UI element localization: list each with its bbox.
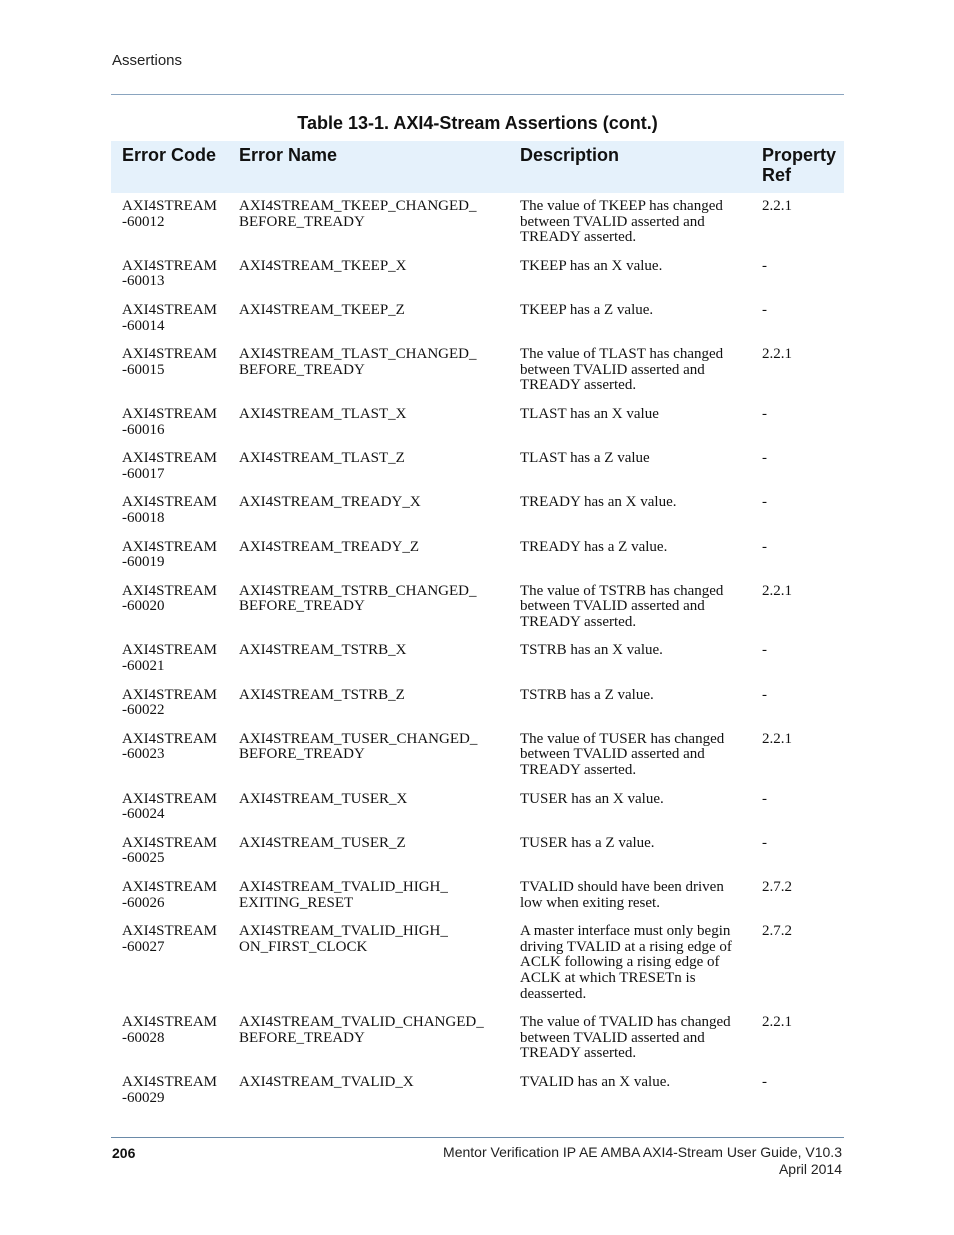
- error-name-cell: AXI4STREAM_TVALID_HIGH_ ON_FIRST_CLOCK: [239, 923, 448, 955]
- error-code-cell: AXI4STREAM -60026: [122, 879, 218, 911]
- footer-doc-info: [443, 1144, 842, 1178]
- description-cell: TLAST has an X value: [520, 405, 659, 422]
- property-ref-cell: -: [762, 494, 767, 511]
- table-row: [111, 489, 844, 533]
- description-cell: TSTRB has a Z value.: [520, 686, 654, 703]
- description-cell: TVALID has an X value.: [520, 1073, 671, 1090]
- description-cell: The value of TVALID has changed between TVALID asserted and TREADY asserted.: [520, 1014, 731, 1062]
- property-ref-cell: 2.2.1: [762, 198, 792, 214]
- table-caption: Table 13-1. AXI4-Stream Assertions (cont.): [297, 113, 658, 133]
- error-name-cell: AXI4STREAM_TLAST_X: [239, 405, 407, 422]
- description-cell: TVALID should have been driven low when exiting reset.: [520, 879, 724, 911]
- property-ref-cell: -: [762, 1073, 767, 1090]
- description-cell: The value of TLAST has changed between TVALID asserted and TREADY asserted.: [520, 346, 724, 394]
- error-code-cell: AXI4STREAM -60023: [122, 730, 218, 763]
- description-cell: TREADY has an X value.: [520, 494, 677, 511]
- property-ref-cell: -: [762, 450, 767, 467]
- error-code-cell: AXI4STREAM -60012: [122, 198, 218, 230]
- column-header-error-name: Error Name: [228, 141, 509, 193]
- error-code-cell: AXI4STREAM -60017: [122, 450, 218, 482]
- error-name-cell: AXI4STREAM_TLAST_CHANGED_ BEFORE_TREADY: [239, 346, 477, 378]
- table-row: [111, 445, 844, 489]
- error-name-cell: AXI4STREAM_TVALID_CHANGED_ BEFORE_TREADY: [239, 1014, 484, 1046]
- error-code-cell: AXI4STREAM -60014: [122, 301, 218, 334]
- description-cell: TKEEP has a Z value.: [520, 301, 654, 318]
- table-header-row: [111, 141, 844, 193]
- error-code-cell: AXI4STREAM -60028: [122, 1014, 218, 1046]
- property-ref-cell: -: [762, 642, 767, 659]
- property-ref-cell: 2.2.1: [762, 730, 792, 747]
- description-cell: A master interface must only begin driving TVALID at a rising edge of ACLK following a rising edge of ACLK at which TRESETn is deasserted.: [520, 923, 732, 1002]
- property-ref-cell: -: [762, 301, 767, 318]
- table-row: [111, 193, 844, 253]
- description-cell: The value of TUSER has changed between TVALID asserted and TREADY asserted.: [520, 730, 725, 779]
- error-name-cell: AXI4STREAM_TVALID_X: [239, 1073, 414, 1090]
- table-row: [111, 401, 844, 445]
- table-row: [111, 578, 844, 638]
- description-cell: TSTRB has an X value.: [520, 642, 663, 659]
- table-row: [111, 682, 844, 726]
- property-ref-cell: 2.7.2: [762, 923, 792, 940]
- table-row: [111, 726, 844, 786]
- error-name-cell: AXI4STREAM_TSTRB_Z: [239, 686, 405, 703]
- error-name-cell: AXI4STREAM_TKEEP_Z: [239, 301, 405, 318]
- error-code-cell: AXI4STREAM -60019: [122, 538, 218, 571]
- error-code-cell: AXI4STREAM -60024: [122, 790, 218, 823]
- property-ref-cell: 2.2.1: [762, 1014, 792, 1031]
- table-row: [111, 874, 844, 918]
- property-ref-cell: -: [762, 538, 767, 555]
- column-header-description: Description: [509, 141, 751, 193]
- table-row: [111, 830, 844, 874]
- error-code-cell: AXI4STREAM -60015: [122, 346, 218, 378]
- property-ref-cell: -: [762, 257, 767, 274]
- property-ref-cell: -: [762, 405, 767, 422]
- running-header: Assertions: [112, 52, 183, 69]
- table-row: [111, 534, 844, 578]
- error-name-cell: AXI4STREAM_TSTRB_X: [239, 642, 407, 659]
- table-row: [111, 341, 844, 401]
- page-number: 206: [112, 1145, 136, 1161]
- property-ref-cell: 2.2.1: [762, 582, 792, 599]
- error-code-cell: AXI4STREAM -60016: [122, 405, 218, 438]
- error-name-cell: AXI4STREAM_TSTRB_CHANGED_ BEFORE_TREADY: [239, 582, 477, 615]
- property-ref-cell: 2.2.1: [762, 346, 792, 363]
- description-cell: TREADY has a Z value.: [520, 538, 668, 555]
- column-header-property-ref: Property Ref: [751, 141, 844, 193]
- error-name-cell: AXI4STREAM_TUSER_Z: [239, 834, 406, 851]
- error-code-cell: AXI4STREAM -60029: [122, 1073, 218, 1106]
- description-cell: TUSER has an X value.: [520, 790, 664, 807]
- property-ref-cell: -: [762, 834, 767, 851]
- error-code-cell: AXI4STREAM -60013: [122, 257, 218, 290]
- table-row: [111, 1069, 844, 1113]
- error-code-cell: AXI4STREAM -60020: [122, 582, 218, 615]
- property-ref-cell: -: [762, 790, 767, 807]
- footer-date: April 2014: [778, 1161, 842, 1177]
- error-name-cell: AXI4STREAM_TLAST_Z: [239, 450, 405, 467]
- description-cell: TUSER has a Z value.: [520, 834, 655, 851]
- property-ref-cell: -: [762, 686, 767, 703]
- description-cell: The value of TKEEP has changed between TVALID asserted and TREADY asserted.: [520, 198, 723, 246]
- error-name-cell: AXI4STREAM_TREADY_X: [239, 494, 421, 511]
- error-name-cell: AXI4STREAM_TKEEP_CHANGED_ BEFORE_TREADY: [239, 198, 477, 230]
- description-cell: The value of TSTRB has changed between TVALID asserted and TREADY asserted.: [520, 582, 724, 630]
- table-row: [111, 918, 844, 1009]
- table-row: [111, 637, 844, 681]
- assertions-table: [111, 141, 844, 1113]
- error-name-cell: AXI4STREAM_TREADY_Z: [239, 538, 419, 555]
- footer-rule: [111, 1137, 844, 1138]
- footer-doc-title: Mentor Verification IP AE AMBA AXI4-Stream User Guide, V10.3: [443, 1144, 842, 1160]
- column-header-error-code: Error Code: [111, 141, 228, 193]
- description-cell: TLAST has a Z value: [520, 450, 650, 467]
- table-row: [111, 253, 844, 297]
- error-code-cell: AXI4STREAM -60027: [122, 923, 218, 955]
- error-code-cell: AXI4STREAM -60018: [122, 494, 218, 526]
- table-row: [111, 786, 844, 830]
- error-name-cell: AXI4STREAM_TKEEP_X: [239, 257, 407, 274]
- property-ref-cell: 2.7.2: [762, 879, 792, 895]
- error-name-cell: AXI4STREAM_TUSER_X: [239, 790, 408, 807]
- error-name-cell: AXI4STREAM_TVALID_HIGH_ EXITING_RESET: [239, 879, 448, 911]
- table-row: [111, 1009, 844, 1069]
- error-code-cell: AXI4STREAM -60022: [122, 686, 218, 719]
- table-row: [111, 297, 844, 341]
- header-rule: [111, 94, 844, 95]
- error-code-cell: AXI4STREAM -60021: [122, 642, 218, 675]
- description-cell: TKEEP has an X value.: [520, 257, 663, 274]
- error-name-cell: AXI4STREAM_TUSER_CHANGED_ BEFORE_TREADY: [239, 730, 478, 763]
- error-code-cell: AXI4STREAM -60025: [122, 834, 218, 867]
